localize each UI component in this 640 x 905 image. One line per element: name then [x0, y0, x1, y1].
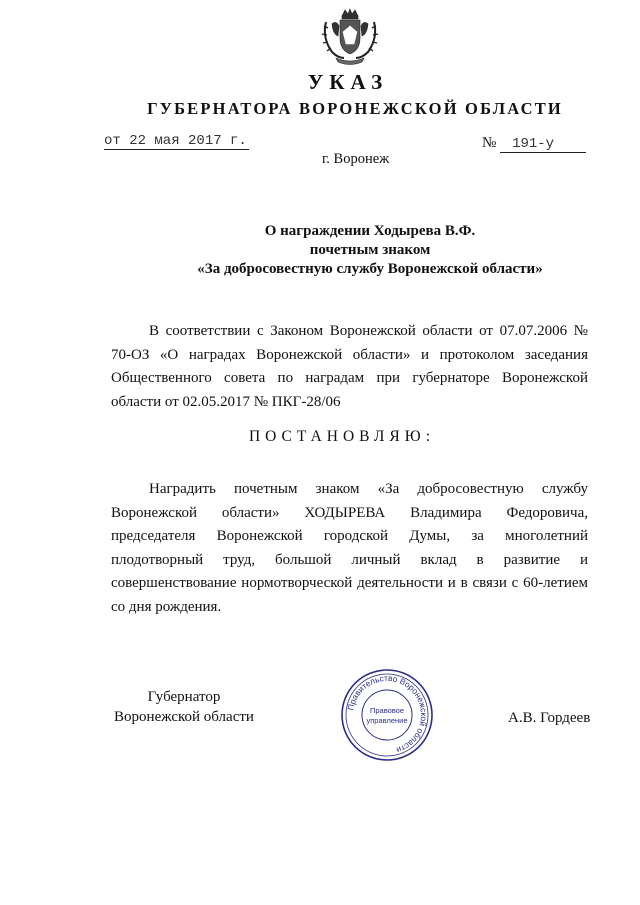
date-value: от 22 мая 2017 г.: [104, 133, 247, 149]
decree-subject: [150, 222, 590, 279]
city: г. Воронеж: [322, 151, 390, 167]
signatory-position: [104, 687, 264, 727]
stamp-inner-line-1: Правовое: [369, 706, 405, 715]
decree-date: [104, 133, 249, 150]
number-sign: №: [482, 135, 497, 151]
subject-line-2: почетным знаком: [309, 242, 431, 258]
official-stamp: [339, 667, 435, 763]
position-line-1: Губернатор: [147, 689, 221, 705]
document-subtitle: ГУБЕРНАТОРА ВОРОНЕЖСКОЙ ОБЛАСТИ: [147, 99, 563, 118]
stamp-inner-line-2: управление: [366, 716, 408, 725]
subject-line-3: «За добросовестную службу Воронежской области»: [197, 261, 543, 277]
subject-line-1: О награждении Ходырева В.Ф.: [264, 223, 476, 239]
stamp-outer-text: Правительство Воронежской области: [345, 672, 430, 756]
number-value: 191-у: [500, 136, 586, 153]
decree-paragraph: Наградить почетным знаком «За добросовестную службу Воронежской области» ХОДЫРЕВА Владимира Федоровича, председателя Воронежской городской Думы, за многолетний плодотворный труд, большой личный вклад в развитие и совершенствование нормотворческой деятельности и в связи с 60-летием со дня рождения.: [111, 481, 588, 615]
decree-number: [482, 135, 586, 153]
position-line-2: Воронежской области: [114, 709, 254, 725]
decree-heading: ПОСТАНОВЛЯЮ:: [248, 428, 436, 445]
coat-of-arms-icon: [318, 8, 382, 68]
signatory-name: А.В. Гордеев: [508, 710, 591, 726]
document-title: УКАЗ: [307, 70, 389, 94]
preamble-paragraph: В соответствии с Законом Воронежской области от 07.07.2006 № 70-ОЗ «О наградах Воронежской области» и протоколом заседания Общественного совета по наградам при губернаторе Воронежской области от 02.05.2017 № ПКГ-28/06: [111, 323, 588, 410]
